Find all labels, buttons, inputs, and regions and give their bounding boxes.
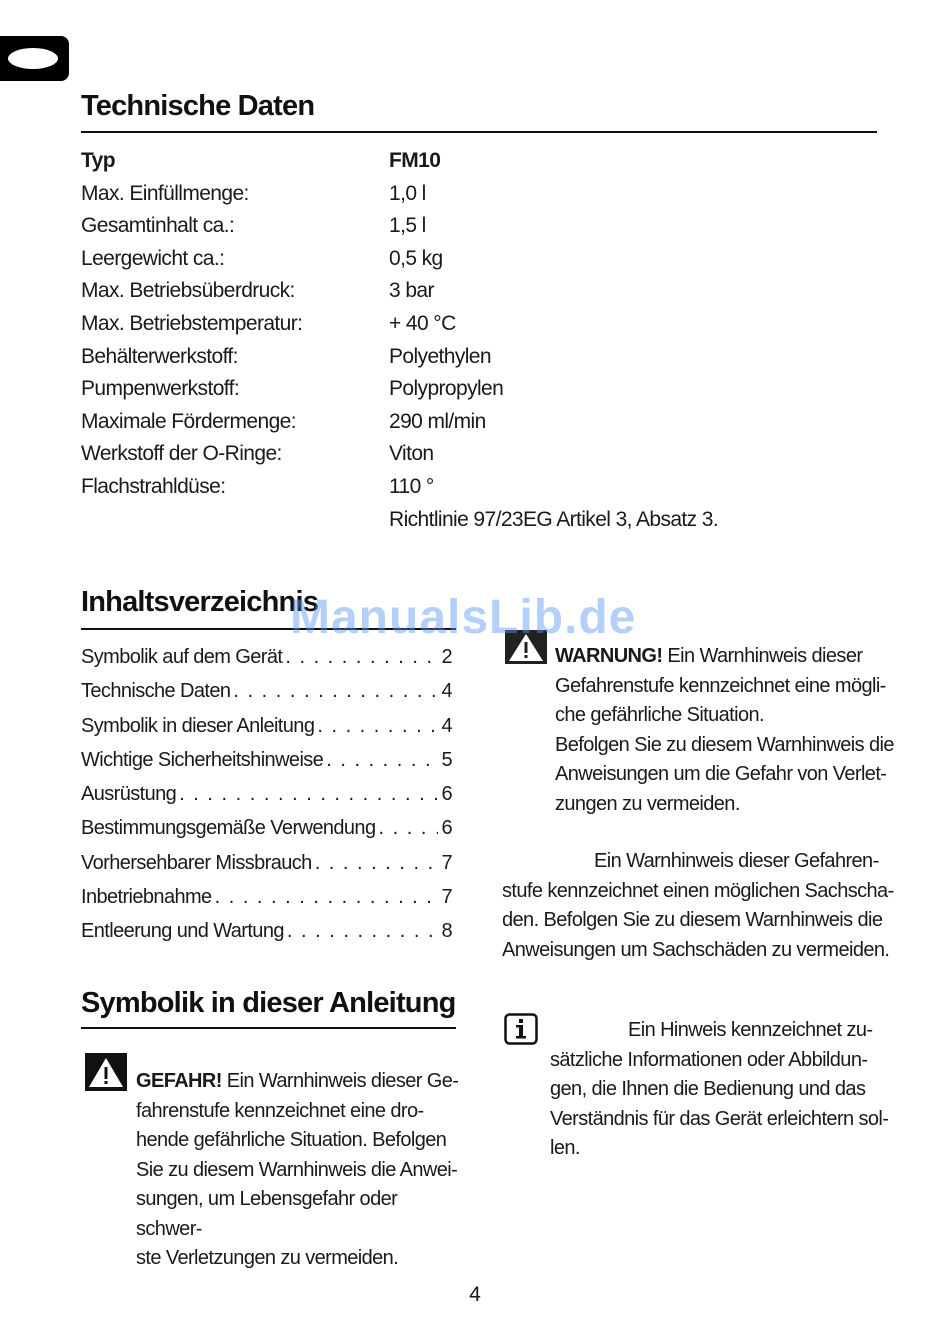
gefahr-line: ste Verletzungen zu vermeiden.	[136, 1247, 399, 1269]
toc-item[interactable]	[81, 640, 452, 674]
toc-page: 7	[441, 851, 452, 874]
toc-item[interactable]	[81, 846, 452, 880]
watermark: ManualsLib.de	[290, 591, 637, 644]
warnung-line: zungen zu vermeiden.	[555, 792, 740, 815]
spec-value: Polyethylen	[389, 344, 491, 368]
toc-page: 5	[441, 748, 452, 771]
spec-row	[81, 308, 781, 341]
spec-row	[81, 471, 781, 504]
info-icon	[504, 1013, 538, 1045]
toc-page: 6	[441, 783, 452, 806]
hinweis-line: sätzliche Informationen oder Abbildun-	[550, 1048, 868, 1071]
spec-key: Max. Einfüllmenge:	[81, 181, 249, 205]
warnung-line: Befolgen Sie zu diesem Warnhinweis die	[555, 733, 894, 756]
spec-row	[81, 243, 781, 276]
language-tab-icon	[0, 36, 69, 81]
hinweis-line: Verständnis für das Gerät erleichtern sol-	[550, 1107, 889, 1130]
warnung-line: Gefahrenstufe kennzeichnet eine mögli-	[555, 674, 886, 697]
spec-value: Polypropylen	[389, 377, 504, 401]
spec-value: + 40 °C	[389, 311, 456, 335]
gefahr-label: GEFAHR!	[136, 1070, 222, 1092]
toc-page: 6	[441, 817, 452, 840]
hinweis-text	[550, 1016, 895, 1164]
warnung-line: Anweisungen um die Gefahr von Verlet-	[555, 763, 887, 785]
spec-row	[81, 406, 781, 439]
gefahr-line: sungen, um Lebensgefahr oder schwer-	[136, 1188, 398, 1240]
toc-page: 7	[441, 886, 452, 909]
heading-inhaltsverzeichnis: Inhaltsverzeichnis	[81, 586, 319, 618]
sachschaden-line: den. Befolgen Sie zu diesem Warnhinweis die	[502, 909, 883, 931]
sachschaden-line: Anweisungen um Sachschäden zu vermeiden.	[502, 938, 890, 961]
spec-value: FM10	[389, 149, 441, 172]
warnung-label: WARNUNG!	[555, 645, 663, 667]
spec-key: Leergewicht ca.:	[81, 246, 225, 270]
hinweis-line: gen, die Ihnen die Bedienung und das	[550, 1078, 866, 1100]
spec-table	[81, 145, 781, 536]
spec-key: Pumpenwerkstoff:	[81, 377, 240, 401]
page-number: 4	[469, 1283, 481, 1306]
gefahr-line: fahrenstufe kennzeichnet eine dro-	[136, 1099, 424, 1122]
sachschaden-text	[502, 847, 902, 965]
toc-title: Wichtige Sicherheitshinweise	[81, 748, 324, 771]
spec-value: 110 °	[389, 474, 434, 498]
spec-row	[81, 275, 781, 308]
toc-item[interactable]	[81, 743, 452, 777]
spec-value: Viton	[389, 442, 434, 466]
heading-technische-daten: Technische Daten	[81, 90, 315, 122]
sachschaden-line: stufe kennzeichnet einen möglichen Sachscha-	[502, 879, 894, 902]
toc-page: 4	[441, 714, 452, 737]
sachschaden-line: Ein Warnhinweis dieser Gefahren-	[594, 850, 879, 872]
toc-title: Ausrüstung	[81, 783, 177, 806]
toc-page: 2	[441, 646, 452, 668]
hinweis-line: Ein Hinweis kennzeichnet zu-	[628, 1019, 873, 1041]
toc-title: Symbolik auf dem Gerät	[81, 646, 283, 668]
spec-value: 0,5 kg	[389, 246, 443, 270]
heading-rule	[81, 1027, 456, 1029]
spec-value: 3 bar	[389, 279, 434, 303]
warning-triangle-icon	[85, 1053, 127, 1091]
spec-key: Maximale Fördermenge:	[81, 409, 296, 433]
spec-key: Behälterwerkstoff:	[81, 344, 238, 368]
toc-title: Symbolik in dieser Anleitung	[81, 714, 315, 737]
toc-page: 8	[441, 920, 452, 943]
spec-key: Max. Betriebstemperatur:	[81, 311, 303, 335]
toc-item[interactable]	[81, 811, 452, 845]
warnung-line: Ein Warnhinweis dieser	[662, 645, 863, 667]
toc-title: Entleerung und Wartung	[81, 920, 284, 943]
toc-item[interactable]	[81, 674, 452, 708]
toc-page: 4	[441, 680, 452, 703]
spec-key: Flachstrahldüse:	[81, 474, 226, 498]
toc-item[interactable]	[81, 880, 452, 914]
spec-key	[81, 504, 389, 537]
heading-rule	[81, 131, 877, 133]
warnung-line: che gefährliche Situation.	[555, 704, 764, 726]
hinweis-line: len.	[550, 1137, 580, 1159]
toc-item[interactable]	[81, 777, 452, 811]
toc-item[interactable]	[81, 709, 452, 743]
gefahr-line: Sie zu diesem Warnhinweis die Anwei-	[136, 1158, 458, 1181]
spec-key: Werkstoff der O-Ringe:	[81, 442, 282, 466]
spec-row	[81, 504, 781, 537]
warnung-text	[555, 642, 895, 819]
gefahr-line: Ein Warnhinweis dieser Ge-	[221, 1070, 459, 1092]
toc-title: Technische Daten	[81, 680, 231, 703]
toc-title: Bestimmungsgemäße Verwendung	[81, 817, 376, 840]
spec-row	[81, 341, 781, 374]
spec-value: 1,0 l	[389, 181, 426, 205]
spec-key: Max. Betriebsüberdruck:	[81, 279, 295, 303]
spec-value: Richtlinie 97/23EG Artikel 3, Absatz 3.	[389, 507, 719, 531]
spec-row	[81, 178, 781, 211]
spec-value: 1,5 l	[389, 214, 426, 238]
spec-key: Typ	[81, 149, 115, 172]
table-of-contents	[81, 640, 452, 949]
toc-title: Inbetriebnahme	[81, 886, 212, 909]
spec-value: 290 ml/min	[389, 409, 486, 433]
heading-symbolik: Symbolik in dieser Anleitung	[81, 987, 456, 1019]
gefahr-text	[136, 1067, 466, 1274]
gefahr-line: hende gefährliche Situation. Befolgen	[136, 1129, 447, 1151]
spec-key: Gesamtinhalt ca.:	[81, 214, 235, 238]
toc-item[interactable]	[81, 914, 452, 948]
spec-row	[81, 438, 781, 471]
toc-title: Vorhersehbarer Missbrauch	[81, 851, 312, 874]
spec-row	[81, 373, 781, 406]
spec-row	[81, 145, 781, 178]
spec-row	[81, 210, 781, 243]
